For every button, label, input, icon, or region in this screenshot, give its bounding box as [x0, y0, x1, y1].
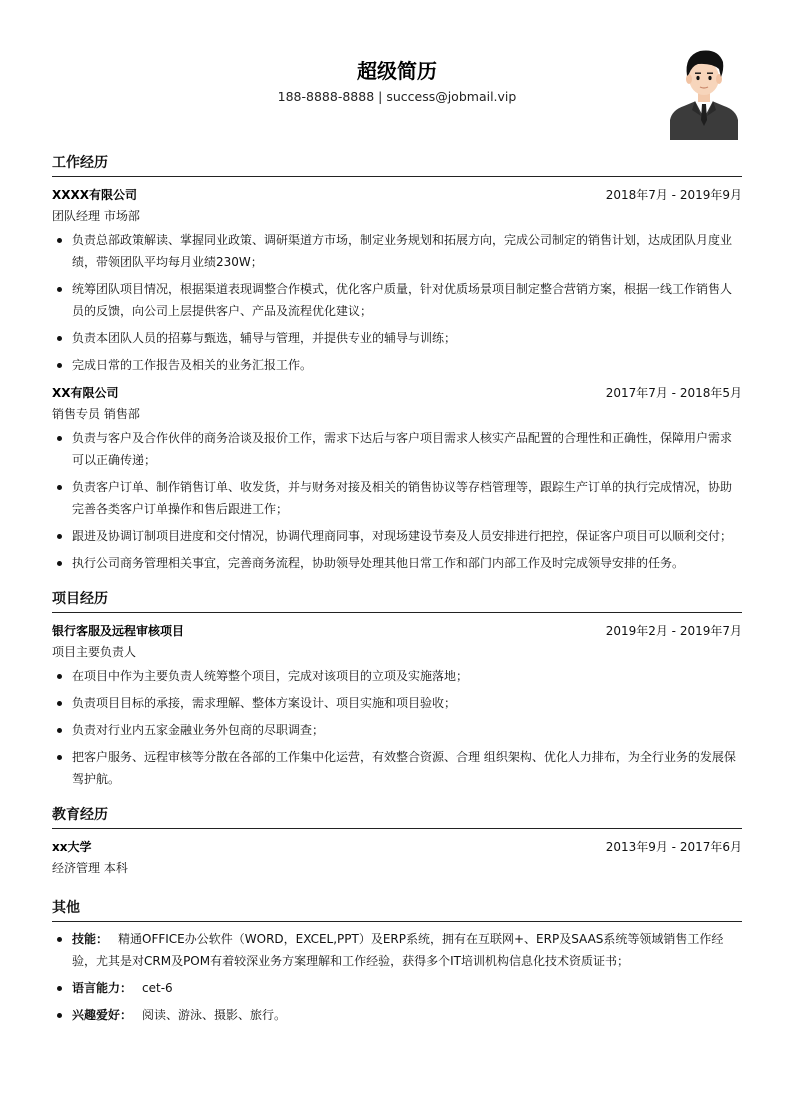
- date-range: 2018年7月 - 2019年9月: [605, 187, 742, 202]
- list-item: 负责客户订单、制作销售订单、收发货，并与财务对接及相关的销售协议等存档管理等，跟踪生产订单的执行完成情况，协助完善各类客户订单操作和售后跟进工作；: [52, 476, 742, 520]
- section-divider: [52, 828, 742, 829]
- degree: 经济管理 本科: [52, 861, 128, 875]
- language-label: 语言能力：: [72, 981, 133, 995]
- list-item: 在项目中作为主要负责人统筹整个项目，完成对该项目的立项及实施落地；: [52, 665, 742, 687]
- section-title-work: 工作经历: [52, 155, 108, 171]
- bullet-list: [52, 928, 742, 1026]
- list-item: [52, 1004, 742, 1026]
- education-entry: [52, 835, 742, 879]
- work-entry: [52, 183, 742, 376]
- resume-page: [52, 0, 742, 1031]
- list-item: 统筹团队项目情况，根据渠道表现调整合作模式，优化客户质量，针对优质场景项目制定整合营销方案，根据一线工作销售人员的反馈，向公司上层提供客户、产品及流程优化建议；: [52, 278, 742, 322]
- list-item: [52, 928, 742, 972]
- avatar: [668, 44, 740, 140]
- other-section: [52, 895, 742, 1026]
- section-divider: [52, 176, 742, 177]
- job-role: 团队经理 市场部: [52, 209, 140, 223]
- resume-header: [52, 0, 742, 142]
- list-item: 跟进及协调订制项目进度和交付情况，协调代理商同事，对现场建设节奏及人员安排进行把控，保证客户项目可以顺利交付；: [52, 525, 742, 547]
- list-item: 执行公司商务管理相关事宜，完善商务流程，协助领导处理其他日常工作和部门内部工作及时完成领导安排的任务。: [52, 552, 742, 574]
- section-title-other: 其他: [52, 900, 80, 916]
- bullet-list: [52, 229, 742, 376]
- project-role: 项目主要负责人: [52, 645, 137, 659]
- section-divider: [52, 612, 742, 613]
- contact-line: 188-8888-8888 | success@jobmail.vip: [277, 89, 517, 104]
- section-title-education: 教育经历: [52, 807, 108, 823]
- list-item: 负责与客户及合作伙伴的商务洽谈及报价工作，需求下达后与客户项目需求人核实产品配置的合理性和正确性，保障用户需求可以正确传递；: [52, 427, 742, 471]
- date-range: 2013年9月 - 2017年6月: [605, 839, 742, 854]
- list-item: 完成日常的工作报告及相关的业务汇报工作。: [52, 354, 742, 376]
- section-divider: [52, 921, 742, 922]
- skills-label: 技能：: [72, 932, 109, 946]
- list-item: 负责总部政策解读、掌握同业政策、调研渠道方市场，制定业务规划和拓展方向，完成公司制定的销售计划，达成团队月度业绩，带领团队平均每月业绩230W；: [52, 229, 742, 273]
- work-section: [52, 150, 742, 574]
- list-item: 把客户服务、远程审核等分散在各部的工作集中化运营，有效整合资源、合理 组织架构、优化人力排布，为全行业务的发展保驾护航。: [52, 746, 742, 790]
- school-name: xx大学: [52, 839, 92, 854]
- project-section: [52, 586, 742, 790]
- company-name: XX有限公司: [52, 385, 119, 400]
- project-name: 银行客服及远程审核项目: [52, 623, 185, 638]
- work-entry: [52, 381, 742, 574]
- bullet-list: [52, 427, 742, 574]
- bullet-list: [52, 665, 742, 790]
- language-text: cet-6: [142, 981, 173, 995]
- project-entry: [52, 619, 742, 790]
- education-section: [52, 802, 742, 879]
- resume-name: 超级简历: [357, 59, 437, 83]
- list-item: 负责本团队人员的招募与甄选，辅导与管理，并提供专业的辅导与训练；: [52, 327, 742, 349]
- skills-text: 精通OFFICE办公软件（WORD，EXCEL,PPT）及ERP系统，拥有在互联网+、ERP及SAAS系统等领域销售工作经验，尤其是对CRM及POM有着较深业务方案理解和工作经验，获得多个IT培训机构信息化技术资质证书；: [72, 932, 724, 968]
- list-item: 负责对行业内五家金融业务外包商的尽职调查；: [52, 719, 742, 741]
- list-item: 负责项目目标的承接，需求理解、整体方案设计、项目实施和项目验收；: [52, 692, 742, 714]
- date-range: 2017年7月 - 2018年5月: [605, 385, 742, 400]
- list-item: [52, 977, 742, 999]
- job-role: 销售专员 销售部: [52, 407, 140, 421]
- hobbies-text: 阅读、游泳、摄影、旅行。: [142, 1008, 287, 1022]
- date-range: 2019年2月 - 2019年7月: [605, 623, 742, 638]
- company-name: XXXX有限公司: [52, 187, 138, 202]
- hobbies-label: 兴趣爱好：: [72, 1008, 133, 1022]
- section-title-project: 项目经历: [52, 591, 108, 607]
